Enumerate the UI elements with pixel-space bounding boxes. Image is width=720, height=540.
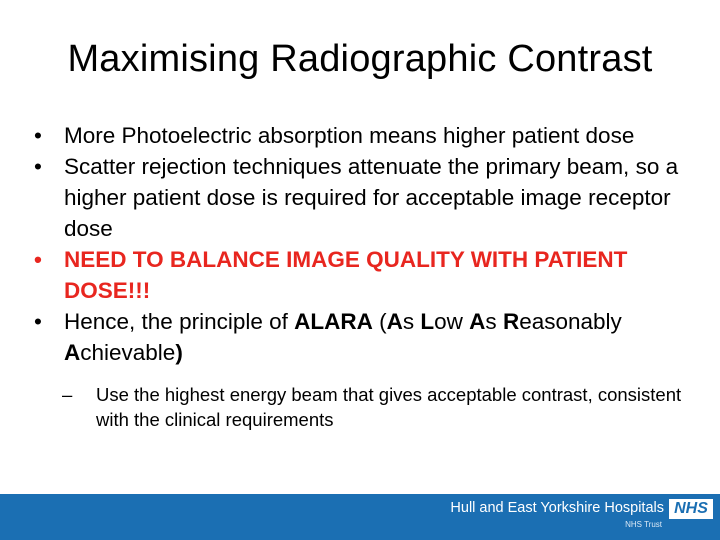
alara-word-rest: s (485, 309, 503, 334)
alara-word-rest: ow (434, 309, 470, 334)
bullet-text-prefix: Hence, the principle of (64, 309, 295, 334)
footer-org-sub: NHS Trust (625, 520, 662, 529)
bullet-marker: • (34, 123, 42, 148)
sub-bullet-marker: – (62, 384, 73, 405)
bullet-item-emphasis (34, 244, 684, 306)
bullet-text: Scatter rejection techniques attenuate the primary beam, so a higher patient dose is required for acceptable image receptor dose (64, 154, 679, 241)
alara-letter: A (64, 340, 81, 365)
alara-letter: A (386, 309, 403, 334)
bullet-item (34, 151, 684, 244)
bullet-list (34, 120, 684, 451)
alara-word-rest: easonably (519, 309, 622, 334)
bullet-item (34, 120, 684, 151)
sub-bullet-text: Use the highest energy beam that gives acceptable contrast, consistent with the clinical requirements (96, 384, 682, 430)
alara-acronym: ALARA (294, 309, 373, 334)
footer-org-name: Hull and East Yorkshire Hospitals (450, 500, 664, 516)
bullet-text: More Photoelectric absorption means higher patient dose (64, 123, 635, 148)
alara-letter: L (420, 309, 435, 334)
alara-word-rest: s (402, 309, 421, 334)
nhs-logo: NHS (669, 499, 713, 519)
bullet-item (34, 306, 684, 368)
paren-open: ( (372, 309, 387, 334)
footer-bar (0, 494, 720, 540)
bullet-marker: • (34, 154, 42, 179)
alara-word-rest: chievable (80, 340, 176, 365)
bullet-marker: • (34, 247, 42, 272)
slide-title: Maximising Radiographic Contrast (67, 38, 653, 80)
bullet-text: NEED TO BALANCE IMAGE QUALITY WITH PATIENT DOSE!!! (64, 247, 628, 303)
alara-letter: R (502, 309, 520, 334)
paren-close: ) (175, 340, 183, 365)
sub-bullet-item (34, 382, 684, 432)
bullet-marker: • (34, 309, 42, 334)
alara-letter: A (469, 309, 486, 334)
